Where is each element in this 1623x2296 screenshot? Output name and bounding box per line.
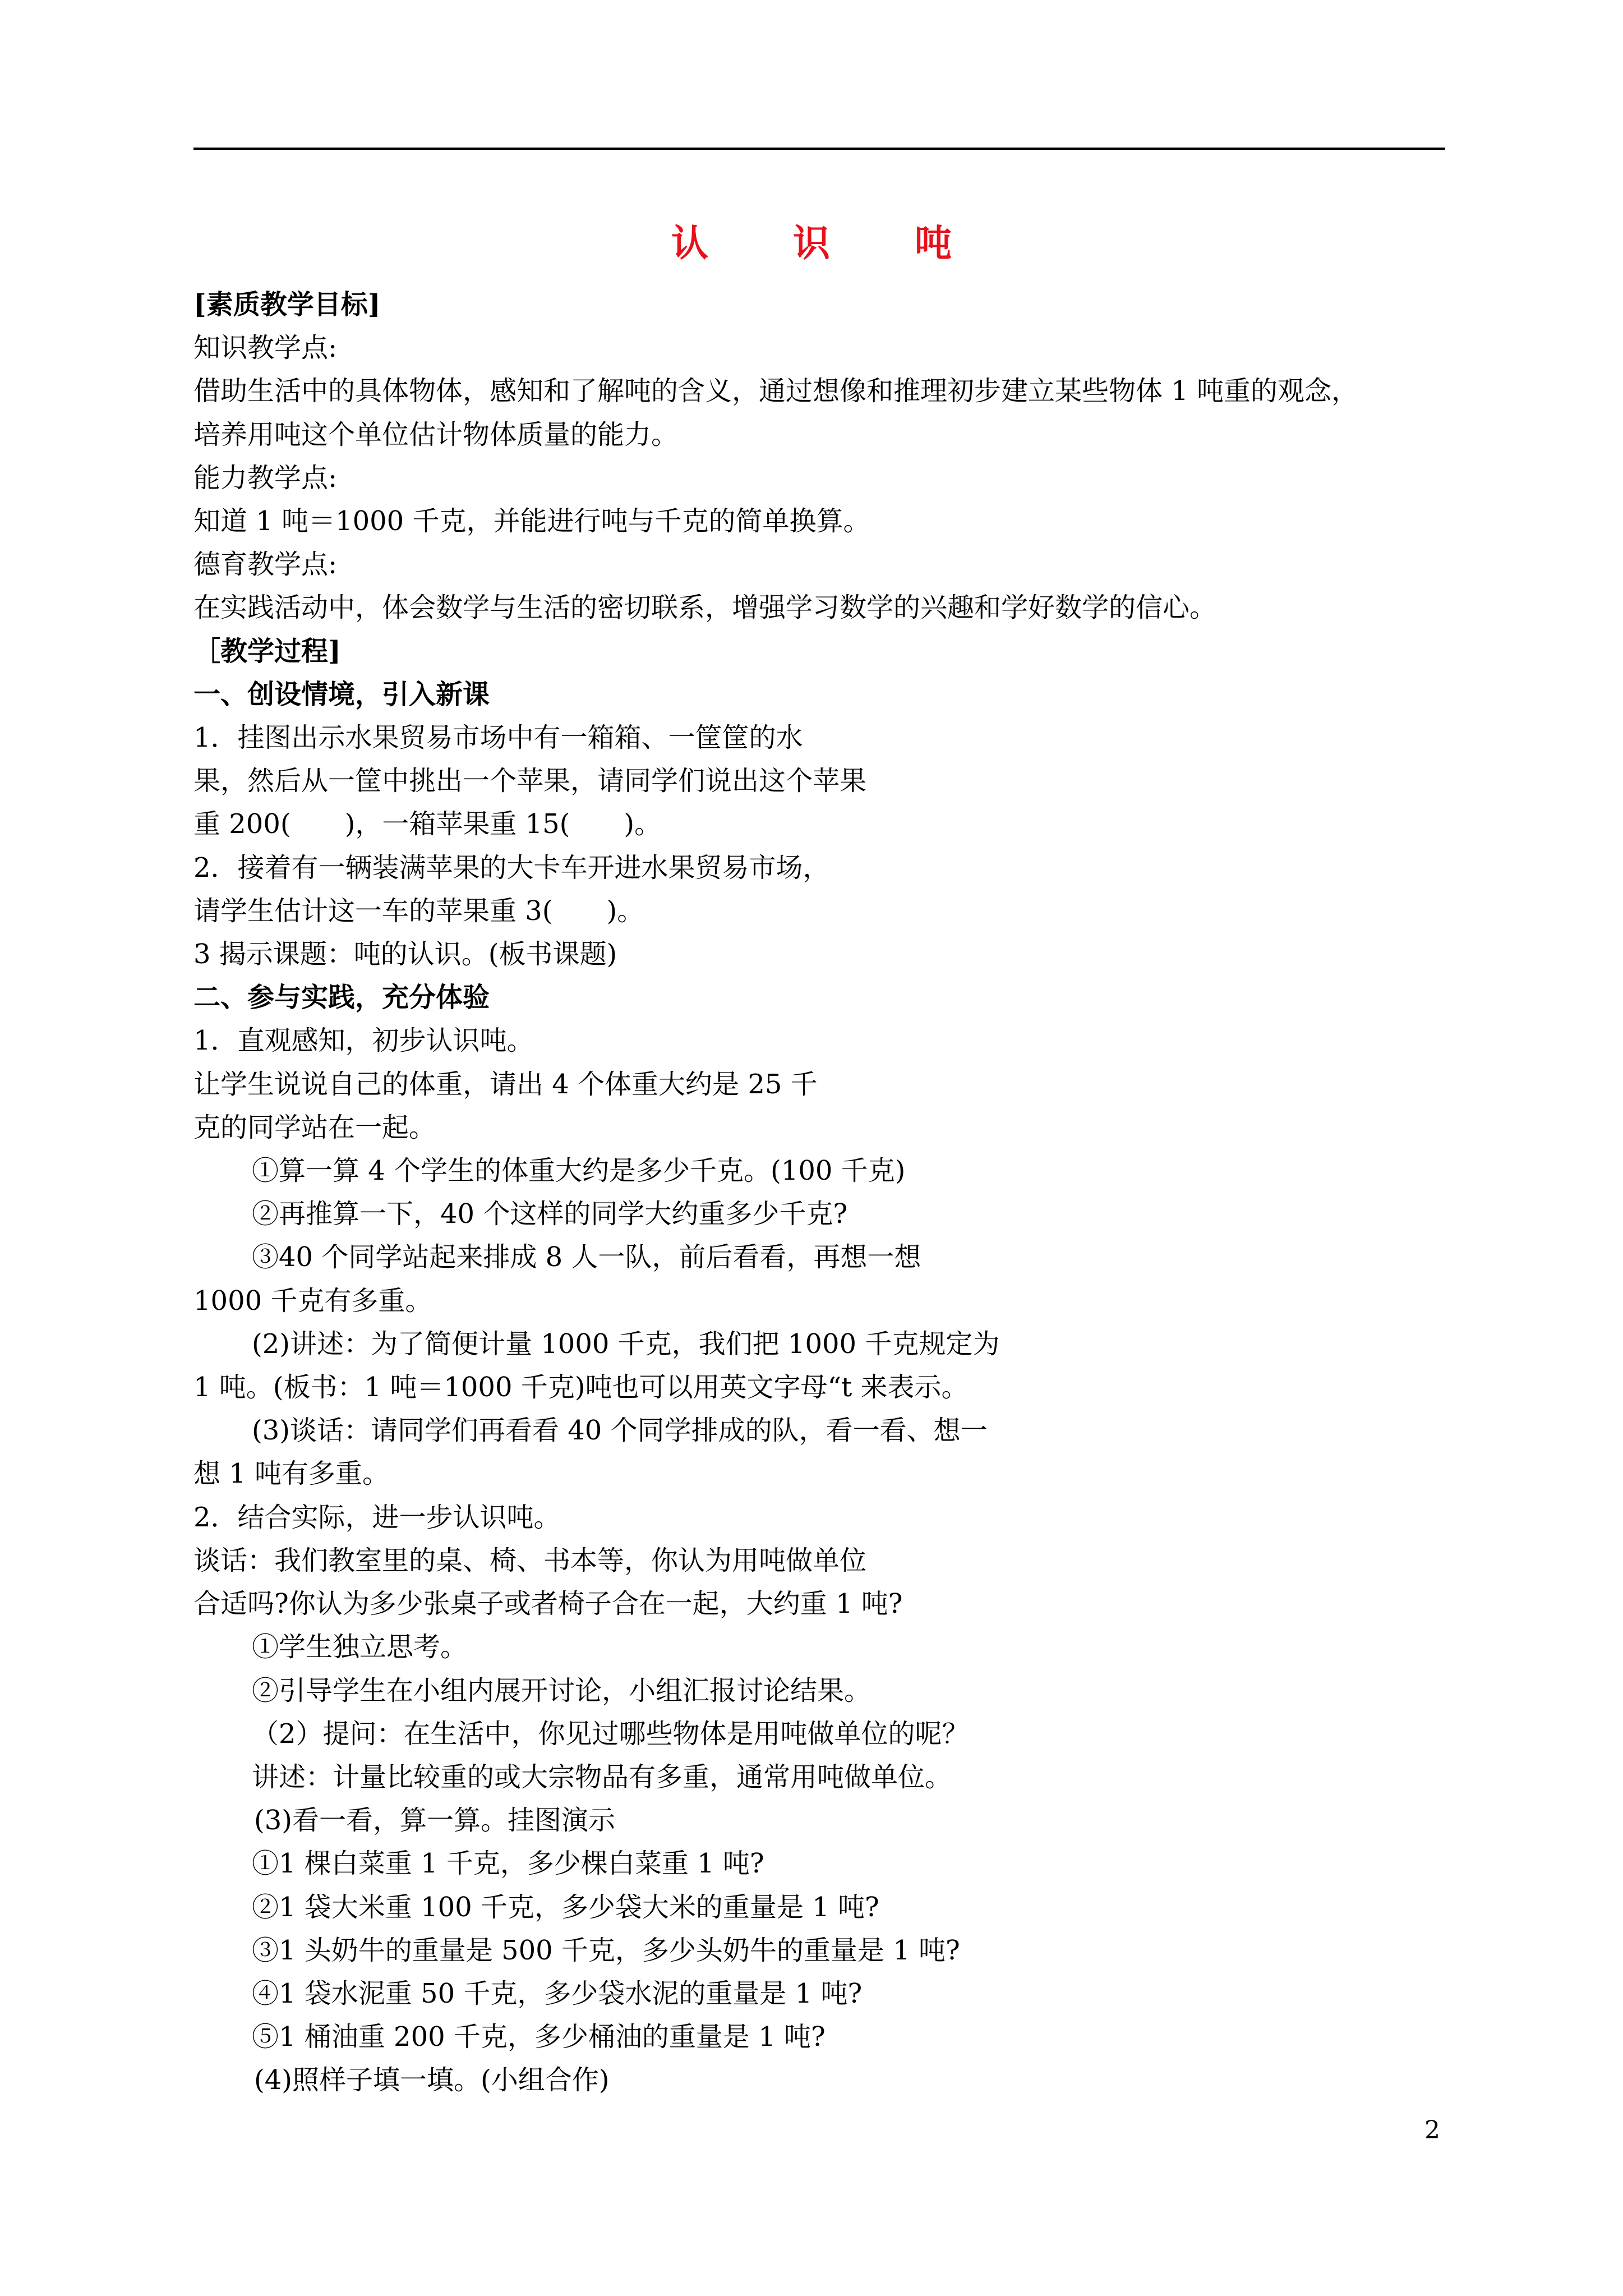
list-item: ③40 个同学站起来排成 8 人一队，前后看看，再想一想 [252, 1241, 921, 1273]
list-item: ①学生独立思考。 [252, 1631, 468, 1663]
section-heading-two: 二、参与实践，充分体验 [193, 982, 490, 1014]
list-item: ①算一算 4 个学生的体重大约是多少千克。(100 千克) [252, 1155, 906, 1187]
list-item: ②1 袋大米重 100 千克，多少袋大米的重量是 1 吨? [252, 1891, 879, 1923]
paragraph: 2．结合实际，进一步认识吨。 [193, 1501, 561, 1533]
paragraph: (3)谈话：请同学们再看看 40 个同学排成的队，看一看、想一 [252, 1415, 988, 1447]
paragraph: 讲述：计量比较重的或大宗物品有多重，通常用吨做单位。 [252, 1761, 952, 1793]
section-heading-one: 一、创设情境，引入新课 [193, 678, 490, 710]
paragraph: 2．接着有一辆装满苹果的大卡车开进水果贸易市场， [193, 852, 830, 884]
paragraph: （2）提问：在生活中，你见过哪些物体是用吨做单位的呢？ [252, 1718, 969, 1750]
paragraph: 克的同学站在一起。 [193, 1111, 436, 1143]
paragraph: 知道 1 吨＝1000 千克，并能进行吨与千克的简单换算。 [193, 505, 870, 537]
paragraph: 借助生活中的具体物体，感知和了解吨的含义，通过想像和推理初步建立某些物体 1 吨重的观念， [193, 375, 1359, 407]
list-item: ①1 棵白菜重 1 千克，多少棵白菜重 1 吨? [252, 1848, 764, 1880]
paragraph: 1 吨。(板书：1 吨＝1000 千克)吨也可以用英文字母“t 来表示。 [193, 1372, 969, 1404]
paragraph: 1．挂图出示水果贸易市场中有一箱箱、一筐筐的水 [193, 722, 803, 754]
list-item: ②引导学生在小组内展开讨论，小组汇报讨论结果。 [252, 1674, 872, 1706]
paragraph: 果，然后从一筐中挑出一个苹果，请同学们说出这个苹果 [193, 765, 867, 797]
section-heading-objectives: [素质教学目标] [193, 289, 381, 320]
paragraph: 德育教学点: [193, 549, 338, 581]
paragraph: 合适吗?你认为多少张桌子或者椅子合在一起，大约重 1 吨? [193, 1588, 903, 1620]
list-item: ④1 袋水泥重 50 千克，多少袋水泥的重量是 1 吨? [252, 1977, 863, 2009]
section-heading-process: ［教学过程] [193, 635, 341, 667]
document-body [193, 283, 1450, 2102]
paragraph: (3)看一看，算一算。挂图演示 [254, 1805, 615, 1837]
list-item: ③1 头奶牛的重量是 500 千克，多少头奶牛的重量是 1 吨? [252, 1934, 960, 1966]
header-rule [193, 148, 1445, 150]
paragraph: 让学生说说自己的体重，请出 4 个体重大约是 25 千 [193, 1068, 818, 1100]
paragraph: 1000 千克有多重。 [193, 1285, 432, 1317]
paragraph: 重 200( )，一箱苹果重 15( )。 [193, 808, 662, 840]
page-number: 2 [1424, 2116, 1440, 2145]
paragraph: 想 1 吨有多重。 [193, 1458, 390, 1490]
paragraph: 在实践活动中，体会数学与生活的密切联系，增强学习数学的兴趣和学好数学的信心。 [193, 592, 1217, 624]
paragraph: (4)照样子填一填。(小组合作) [254, 2064, 610, 2096]
page-title: 认 识 吨 [671, 221, 988, 265]
paragraph: (2)讲述：为了简便计量 1000 千克，我们把 1000 千克规定为 [252, 1328, 1000, 1360]
list-item: ⑤1 桶油重 200 千克，多少桶油的重量是 1 吨? [252, 2021, 826, 2053]
paragraph: 知识教学点: [193, 332, 338, 364]
paragraph: 培养用吨这个单位估计物体质量的能力。 [193, 418, 679, 450]
paragraph: 能力教学点: [193, 462, 338, 494]
paragraph: 3 揭示课题：吨的认识。(板书课题) [193, 938, 617, 970]
paragraph: 1．直观感知，初步认识吨。 [193, 1025, 534, 1057]
list-item: ②再推算一下，40 个这样的同学大约重多少千克? [252, 1198, 848, 1230]
paragraph: 请学生估计这一车的苹果重 3( )。 [193, 895, 644, 927]
paragraph: 谈话：我们教室里的桌、椅、书本等，你认为用吨做单位 [193, 1544, 867, 1576]
